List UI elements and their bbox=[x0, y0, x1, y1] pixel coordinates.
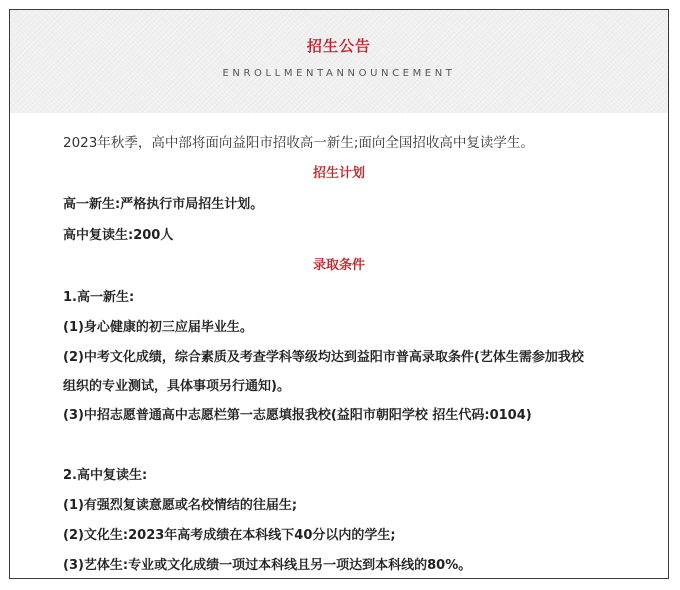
new-students-item-1: (1)身心健康的初三应届毕业生。 bbox=[63, 320, 253, 335]
repeat-students-item-2: (2)文化生:2023年高考成绩在本科线下40分以内的学生; bbox=[63, 528, 396, 543]
conditions-heading: 录取条件 bbox=[312, 258, 365, 273]
new-students-item-2-cont: 组织的专业测试，具体事项另行通知)。 bbox=[63, 379, 290, 394]
new-students-item-2: (2)中考文化成绩，综合素质及考查学科等级均达到益阳市普高录取条件(艺体生需参加我校 bbox=[63, 350, 584, 365]
new-students-title: 1.高一新生: bbox=[63, 290, 135, 305]
repeat-students-title: 2.高中复读生: bbox=[63, 468, 148, 483]
announcement-header bbox=[10, 10, 668, 113]
new-students-item-3: (3)中招志愿普通高中志愿栏第一志愿填报我校(益阳市朝阳学校 招生代码:0104) bbox=[63, 408, 532, 423]
plan-line-new-students: 高一新生:严格执行市局招生计划。 bbox=[63, 197, 264, 212]
announcement-frame bbox=[9, 9, 669, 579]
plan-heading: 招生计划 bbox=[312, 166, 365, 181]
announcement-subtitle: ENROLLMENTANNOUNCEMENT bbox=[222, 68, 456, 79]
repeat-students-item-3: (3)艺体生:专业或文化成绩一项过本科线且另一项达到本科线的80%。 bbox=[63, 558, 472, 573]
plan-line-repeat-students: 高中复读生:200人 bbox=[63, 228, 174, 243]
intro-text: 2023年秋季，高中部将面向益阳市招收高一新生;面向全国招收高中复读学生。 bbox=[63, 135, 534, 151]
announcement-title: 招生公告 bbox=[306, 37, 371, 55]
repeat-students-item-1: (1)有强烈复读意愿或名校情结的往届生; bbox=[63, 498, 298, 513]
